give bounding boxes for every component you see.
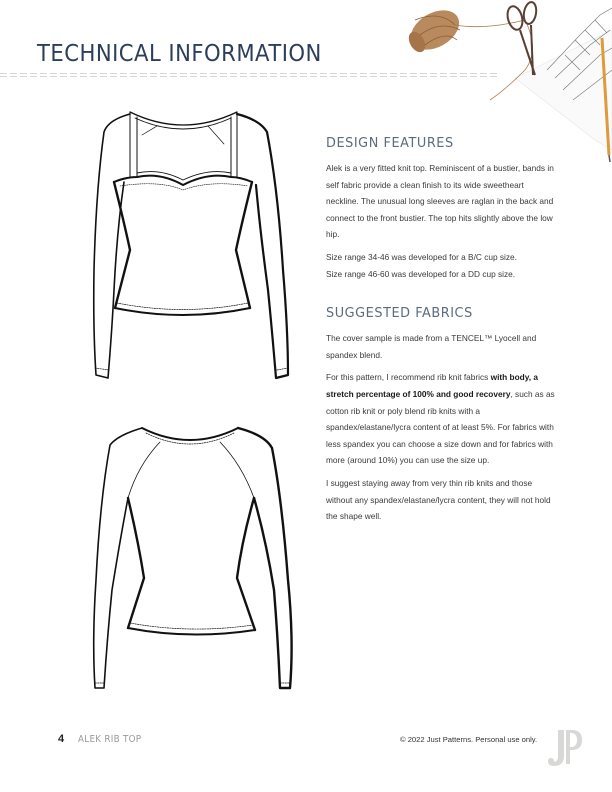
body-right-side xyxy=(237,498,255,630)
size-range-dd: Size range 46-60 was developed for a DD cup size. xyxy=(326,268,516,279)
copyright-notice: © 2022 Just Patterns. Personal use only. xyxy=(400,735,538,744)
paper-sheet xyxy=(515,30,612,150)
right-cuff-stitch xyxy=(277,368,288,370)
scissors-icon xyxy=(505,1,538,75)
hem xyxy=(115,308,250,315)
right-raglan-seam xyxy=(220,442,254,498)
right-sleeve xyxy=(238,428,292,688)
design-features-heading: DESIGN FEATURES xyxy=(326,135,454,151)
suggested-fabrics-heading: SUGGESTED FABRICS xyxy=(326,305,473,322)
left-sleeve xyxy=(94,114,130,378)
hem-stitch xyxy=(117,303,248,310)
right-sleeve xyxy=(237,114,288,378)
left-cuff-stitch xyxy=(95,368,109,370)
neckline xyxy=(142,428,238,440)
page-number: 4 xyxy=(58,733,65,745)
bodice-right-side xyxy=(236,182,252,308)
left-raglan-seam xyxy=(128,442,160,498)
just-patterns-logo xyxy=(544,728,584,768)
front-view-drawing xyxy=(90,110,310,390)
pattern-name: ALEK RIB TOP xyxy=(78,734,142,745)
thread-spool-icon xyxy=(404,2,533,100)
design-features-description: Alek is a very fitted knit top. Reminiscent of a bustier, bands in self fabric provide a clean finish to its wide sweetheart neckline. The unusual long sleeves are raglan in the back and connect to the front bustier. The top hits slightly above the low hip. xyxy=(326,163,554,240)
text-column xyxy=(326,135,558,531)
fabric-recommendation-prefix: For this pattern, I recommend rib knit fabrics xyxy=(326,372,491,383)
size-range-bc: Size range 34-46 was developed for a B/C cup size. xyxy=(326,251,517,262)
fabric-recommendation-suffix: , such as as cotton rib knit or poly blend rib knits with a spandex/elastane/lycra content of at least 5%. For fabrics with less spandex you can choose a size down and for fabrics with more (around 10%) you can use the size up. xyxy=(326,388,555,466)
left-sleeve xyxy=(94,428,142,688)
hem xyxy=(128,628,255,635)
page-title: TECHNICAL INFORMATION xyxy=(37,41,322,68)
hem-stitch xyxy=(130,623,253,629)
fabric-recommendation-bold: with body, a stretch percentage of 100% and good recovery xyxy=(326,372,538,399)
back-view-drawing xyxy=(90,400,310,690)
left-strap xyxy=(130,112,137,177)
fabric-warning: I suggest staying away from very thin rib knits and those without any spandex/elastane/lycra content, they will not hold the shape well. xyxy=(326,477,551,522)
size-range-info xyxy=(326,249,558,282)
neckline xyxy=(130,112,237,125)
fabric-recommendation xyxy=(326,369,558,469)
right-strap xyxy=(231,112,237,177)
body-left-side xyxy=(128,498,144,628)
cover-sample-text: The cover sample is made from a TENCEL™ Lyocell and spandex blend. xyxy=(326,333,537,360)
